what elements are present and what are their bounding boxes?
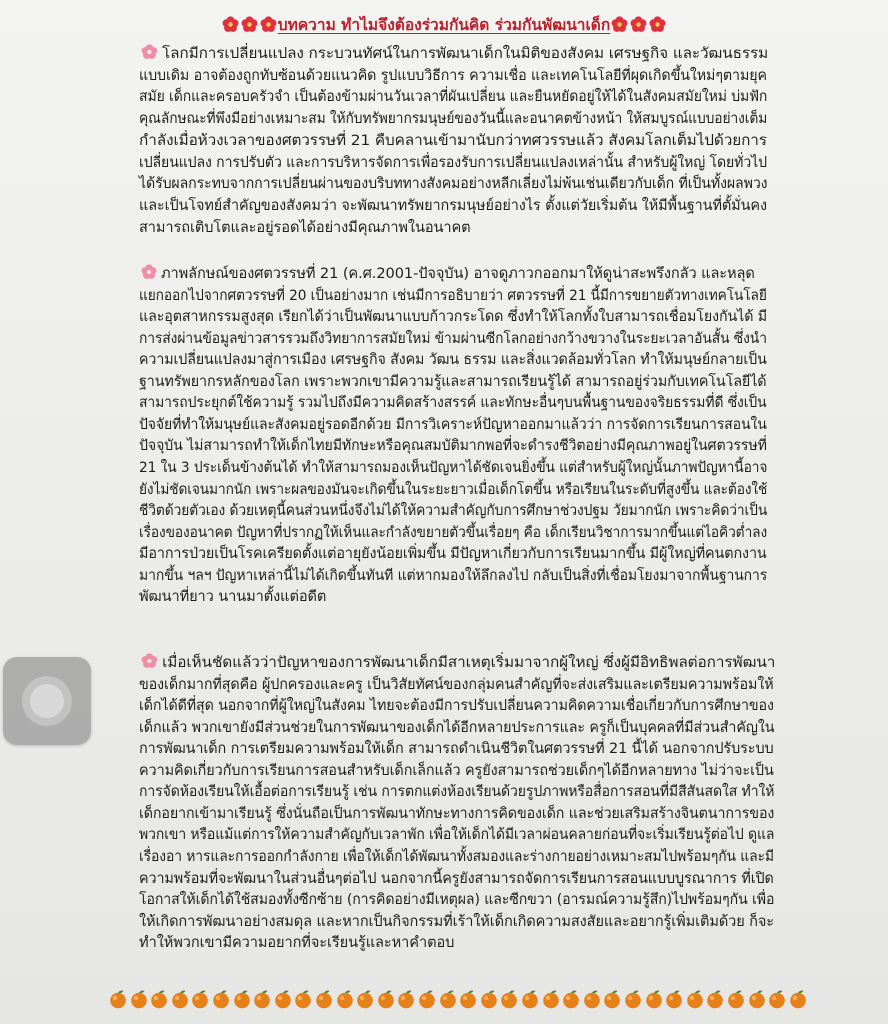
hibiscus-flower-icon [649,16,666,37]
text-line-content: พวกเขา หรือแม้แต่การให้ความสำคัญกับเวลาพัก เพื่อให้เด็กได้มีเวลาผ่อนคลายก่อนที่จะเริ่มเรียนรู้ต่อไป ดูแล [139,826,775,844]
article-title: บทความ ทำไมจึงต้องร่วมกันคิด ร่วมกันพัฒนาเด็ก [277,16,611,34]
orange-fruit-icon [582,989,602,1013]
text-line-content: มีอาการป่วยเป็นโรคเครียดตั้งแต่อายุยังน้อยเพิ่มขึ้น มีปัญหาเกี่ยวกับการเรียนมากขึ้น มีผู้ใหญ่ที่คนตกงาน [139,545,767,563]
text-line [139,718,774,738]
orange-fruit-icon [252,989,272,1013]
assistive-touch-icon [30,684,64,718]
text-line [139,480,767,500]
pink-flower-icon [141,264,157,286]
text-line [139,587,326,607]
text-line [139,87,767,107]
text-line-content: ทำให้พวกเขามีความอยากที่จะเรียนรู้และหาคำตอบ [139,934,455,952]
text-line-content: ชีวิตด้วยตัวเอง ด้วยเหตุนี้คนส่วนหนึ่งจึงไม่ได้ให้ความสำคัญกับการศึกษาช่วงปฐม วัยมากนัก เพราะคิดว่าเป็น [139,502,768,520]
pink-flower-icon [141,653,158,675]
text-line [139,131,767,151]
text-line [139,218,471,238]
text-line [139,890,774,910]
text-line-content: สามารถเติบโตและอยู่รอดได้อย่างมีคุณภาพในอนาคต [139,218,471,236]
text-line [139,869,774,889]
orange-fruit-icon [767,989,787,1013]
text-line-content: เปลี่ยนแปลง การปรับตัว และการบริหารจัดการเพื่อรองรับการเปลี่ยนแปลงเหล่านั้น สำหรับผู้ใหญ่ โดยทั่วไป [139,153,767,171]
text-line-content: มากขึ้น ฯลฯ ปัญหาเหล่านี้ไม่ได้เกิดขึ้นทันที แต่หากมองให้ลึกลงไป กลับเป็นสิ่งที่เชื่อมโยงมาจากพื้นฐานการ [139,566,768,584]
assistive-touch-button[interactable] [3,657,91,745]
text-line-content: ปัจจุบัน ไม่สามารถทำให้เด็กไทยมีทักษะหรือคุณสมบัติมากพอที่จะดำรงชีวิตอย่างมีคุณภาพอยู่ในศตวรรษที่ [139,437,767,455]
text-line-content: เด็กอยากเข้ามาเรียนรู้ ซึ่งนั่นถือเป็นการพัฒนาทักษะทางการคิดของเด็ก และช่วยเสริมสร้างจินตนาการของ [139,804,775,822]
text-line-content: ได้รับผลกระทบจากการเปลี่ยนผ่านของบริบททางสังคมอย่างหลีกเลี่ยงไม่พ้นเช่นเดียวกับเด็ก ที่เป็นทั้งผลพวง [139,175,768,193]
text-line [139,696,774,716]
text-line [139,286,767,306]
text-line [139,523,767,543]
text-line [139,825,774,845]
orange-fruit-icon [499,989,519,1013]
text-line-content: ภาพลักษณ์ของศตวรรษที่ 21 (ค.ศ.2001-ปัจจุบัน) อาจดูภาวกออกมาให้ดูน่าสะพรึงกลัว และหลุด [161,265,755,282]
orange-fruit-icon [705,989,725,1013]
text-line [139,415,767,435]
text-line-content: การจัดห้องเรียนให้เอื้อต่อการเรียนรู้ เช่น การตกแต่งห้องเรียนด้วยรูปภาพหรือสื่อการสอนที่มีสีสันสดใส ทำให้ [139,783,775,801]
orange-fruit-icon [293,989,313,1013]
text-line [139,393,767,413]
text-line-content: พัฒนาที่ยาว นานมาตั้งแต่อดีต [139,588,327,606]
text-line-content: เมื่อเห็นชัดแล้วว่าปัญหาของการพัฒนาเด็กมีสาเหตุเริ่มมาจากผู้ใหญ่ ซึ่งผู้มีอิทธิพลต่อการพัฒนา [162,654,776,671]
hibiscus-flower-icon [260,16,277,37]
text-line-content: โลกมีการเปลี่ยนแปลง กระบวนทัศน์ในการพัฒนาเด็กในมิติของสังคม เศรษฐกิจ และวัฒนธรรม [162,45,769,62]
orange-fruit-icon [190,989,210,1013]
text-line [139,196,767,216]
text-line [139,739,774,759]
text-line-content: และอุตสาหกรรมสูงสุด เรียกได้ว่าเป็นพัฒนาแบบก้าวกระโดด ซึ่งทำให้โลกทั้งใบสามารถเชื่อมโยงกันได้ มี [139,308,768,326]
text-line-content: ปัจจัยที่ทำให้มนุษย์และสังคมอยู่รอดอีกด้วย มีการวิเคราะห์ปัญหาออกมาแล้วว่า การจัดการเรียนการสอนใน [139,415,767,433]
text-line [139,307,767,327]
text-line-content: การส่งผ่านข้อมูลข่าวสารรวมถึงวิทยาการสมัยใหม่ ข้ามผ่านซีกโลกอย่างกว้างขวางในระยะเวลาอันสั้น ซึ่งนำ [139,329,767,347]
text-line-content: การพัฒนาเด็ก การเตรียมความพร้อมให้เด็ก สามารถดำเนินชีวิตในศตวรรษที่ 21 นี้ได้ นอกจากปรับระบบ [139,740,774,758]
orange-fruit-icon [170,989,190,1013]
orange-fruit-icon [396,989,416,1013]
text-line [139,847,774,867]
text-line-content: ความเปลี่ยนแปลงมาสู่การเมือง เศรษฐกิจ สังคม วัฒน ธรรม และสิ่งแวดล้อมทั่วโลก ทำให้มนุษย์กลายเป็น [139,351,767,369]
text-line-content: และเป็นโจทย์สำคัญของสังคมว่า จะพัฒนาทรัพยากรมนุษย์อย่างไร ตั้งแต่วัยเริ่มต้น ให้มีพื้นฐานที่ตั้มั่นคง [139,196,767,214]
text-line [139,761,774,781]
orange-fruit-icon [541,989,561,1013]
text-line [139,782,774,802]
text-line [139,174,767,194]
orange-fruit-icon [664,989,684,1013]
text-line [141,264,755,286]
orange-fruit-icon [417,989,437,1013]
article-title-row [0,12,888,37]
text-line [139,66,767,86]
text-line [139,804,774,824]
orange-fruit-icon [108,989,128,1013]
hibiscus-flower-icon [630,16,647,37]
orange-fruit-icon [149,989,169,1013]
orange-fruit-icon [788,989,808,1013]
text-line-content: กำลังเมื่อห้วงเวลาของศตวรรษที่ 21 คืบคลานเข้ามานับกว่าทศวรรษแล้ว สังคมโลกเต็มไปด้วยการ [139,131,767,149]
orange-fruit-icon [355,989,375,1013]
orange-fruit-icon [438,989,458,1013]
text-line-content: โอกาสให้เด็กได้ใช้สมองทั้งซีกซ้าย (การคิดอย่างมีเหตุผล) และซีกขวา (อารมณ์ความรู้สึก)ไปพร้อมๆกัน เพื่อ [139,891,775,909]
hibiscus-flower-icon [241,16,258,37]
text-line-content: ฐานทรัพยากรหลักของโลก เพราะพวกเขามีความรู้และสามารถเรียนรู้ได้ สามารถอยู่ร่วมกับเทคโนโลยีได้ [139,372,767,390]
text-line-content: ยังไม่ชัดเจนมากนัก เพราะผลของมันจะเกิดขึ้นในระยะยาวเมื่อเด็กโตขึ้น หรือเรียนในระดับที่สูงขึ้น และต้องใช้ [139,480,768,498]
text-line [139,912,774,932]
orange-fruit-icon [335,989,355,1013]
orange-fruit-icon [726,989,746,1013]
text-line [139,933,454,953]
text-line-content: เรื่องของอนาคต ปัญหาที่ปรากฏให้เห็นและกำลังขยายตัวขึ้นเรื่อยๆ คือ เด็กเรียนวิชาการมากขึ้นแต่ไอคิวต่ำลง [139,523,768,541]
text-line-content: เรื่องอา หารและการออกกำลังกาย เพื่อให้เด็กได้พัฒนาทั้งสมองและร่างกายอย่างเหมาะสมไปพร้อมๆกัน และมี [139,847,774,865]
text-line [139,372,767,392]
text-line [139,675,774,695]
orange-fruit-icon [520,989,540,1013]
footer-decoration-row [108,989,808,1011]
text-line [139,458,767,478]
text-line-content: คุณลักษณะที่พึงมีอย่างเหมาะสม ให้กับทรัพยากรมนุษย์ของวันนี้และอนาคตข้างหน้า ให้สมบูรณ์แบบอย่างเต็ม [139,110,768,128]
orange-fruit-icon [685,989,705,1013]
orange-fruit-icon [747,989,767,1013]
text-line [139,501,767,521]
text-line-content: สามารถประยุกต์ใช้ความรู้ รวมไปถึงมีความคิดสร้างสรรค์ และทักษะอื่นๆบนพื้นฐานของจริยธรรมที่ดี ซึ่งเป็น [139,394,767,412]
orange-fruit-icon [561,989,581,1013]
text-line [139,436,767,456]
orange-fruit-icon [458,989,478,1013]
text-line [139,109,767,129]
pink-flower-icon [141,44,158,66]
orange-fruit-icon [602,989,622,1013]
orange-fruit-icon [479,989,499,1013]
orange-fruit-icon [232,989,252,1013]
orange-fruit-icon [314,989,334,1013]
text-line-content: ของเด็กมากที่สุดคือ ผู้ปกครองและครู เป็นวิสัยทัศน์ของกลุ่มคนสำคัญที่จะส่งเสริมและเตรียมความพร้อมให้ [139,675,774,693]
text-line [141,653,775,675]
text-line [141,44,768,66]
text-line-content: 21 ใน 3 ประเด็นข้างต้นได้ ทำให้สามารถมองเห็นปัญหาได้ชัดเจนยิ่งขึ้น แต่สำหรับผู้ใหญ่นั้นภาพปัญหานี้อาจ [139,458,768,476]
text-line-content: แบบเดิม อาจต้องถูกทับซ้อนด้วยแนวคิด รูปแบบวิธีการ ความเชื่อ และเทคโนโลยีที่ผุดเกิดขึ้นใหม่ๆตามยุค [139,66,767,84]
text-line [139,153,767,173]
orange-fruit-icon [211,989,231,1013]
text-line [139,566,767,586]
orange-fruit-icon [376,989,396,1013]
text-line-content: ความพร้อมที่จะพัฒนาในส่วนอื่นๆต่อไป นอกจากนี้ครูยังสามารถจัดการเรียนการสอนแบบบูรณาการ ที่เปิด [139,869,774,887]
text-line-content: แยกออกไปจากศตวรรษที่ 20 เป็นอย่างมาก เช่นมีการอธิบายว่า ศตวรรษที่ 21 นี้มีการขยายตัวทางเทคโนโลยี [139,286,767,304]
orange-fruit-icon [644,989,664,1013]
hibiscus-flower-icon [222,16,239,37]
orange-fruit-icon [623,989,643,1013]
text-line-content: ให้เกิดการพัฒนาอย่างสมดุล และหากเป็นกิจกรรมที่เร้าให้เด็กเกิดความสงสัยและอยากรู้เพิ่มเติมด้วย ก็จะ [139,912,775,930]
orange-fruit-icon [129,989,149,1013]
text-line [139,350,767,370]
text-line [139,329,767,349]
hibiscus-flower-icon [611,16,628,37]
text-line [139,544,767,564]
text-line-content: เด็กได้ดีที่สุด นอกจากที่ผู้ใหญ่ในสังคม ไทยจะต้องมีการปรับเปลี่ยนความคิดความเชื่อเกี่ยวกับการศึกษาของ [139,697,774,715]
text-line-content: สมัย เด็กและครอบครัวจำ เป็นต้องข้ามผ่านวันเวลาที่ผันเปลี่ยน และยืนหยัดอยู่ให้ได้ในสังคมสมัยใหม่ บ่มฟัก [139,88,768,106]
text-line-content: ความคิดเกี่ยวกับการเรียนการสอนสำหรับเด็กเล็กแล้ว ครูยังสามารถช่วยเด็กๆได้อีกหลายทาง ไม่ว่าจะเป็น [139,761,774,779]
text-line-content: เด็กแล้ว พวกเขายังมีส่วนช่วยในการพัฒนาของเด็กได้อีกหลายประการและ ครูก็เป็นบุคคลที่มีส่วนสำคัญใน [139,718,775,736]
orange-fruit-icon [273,989,293,1013]
